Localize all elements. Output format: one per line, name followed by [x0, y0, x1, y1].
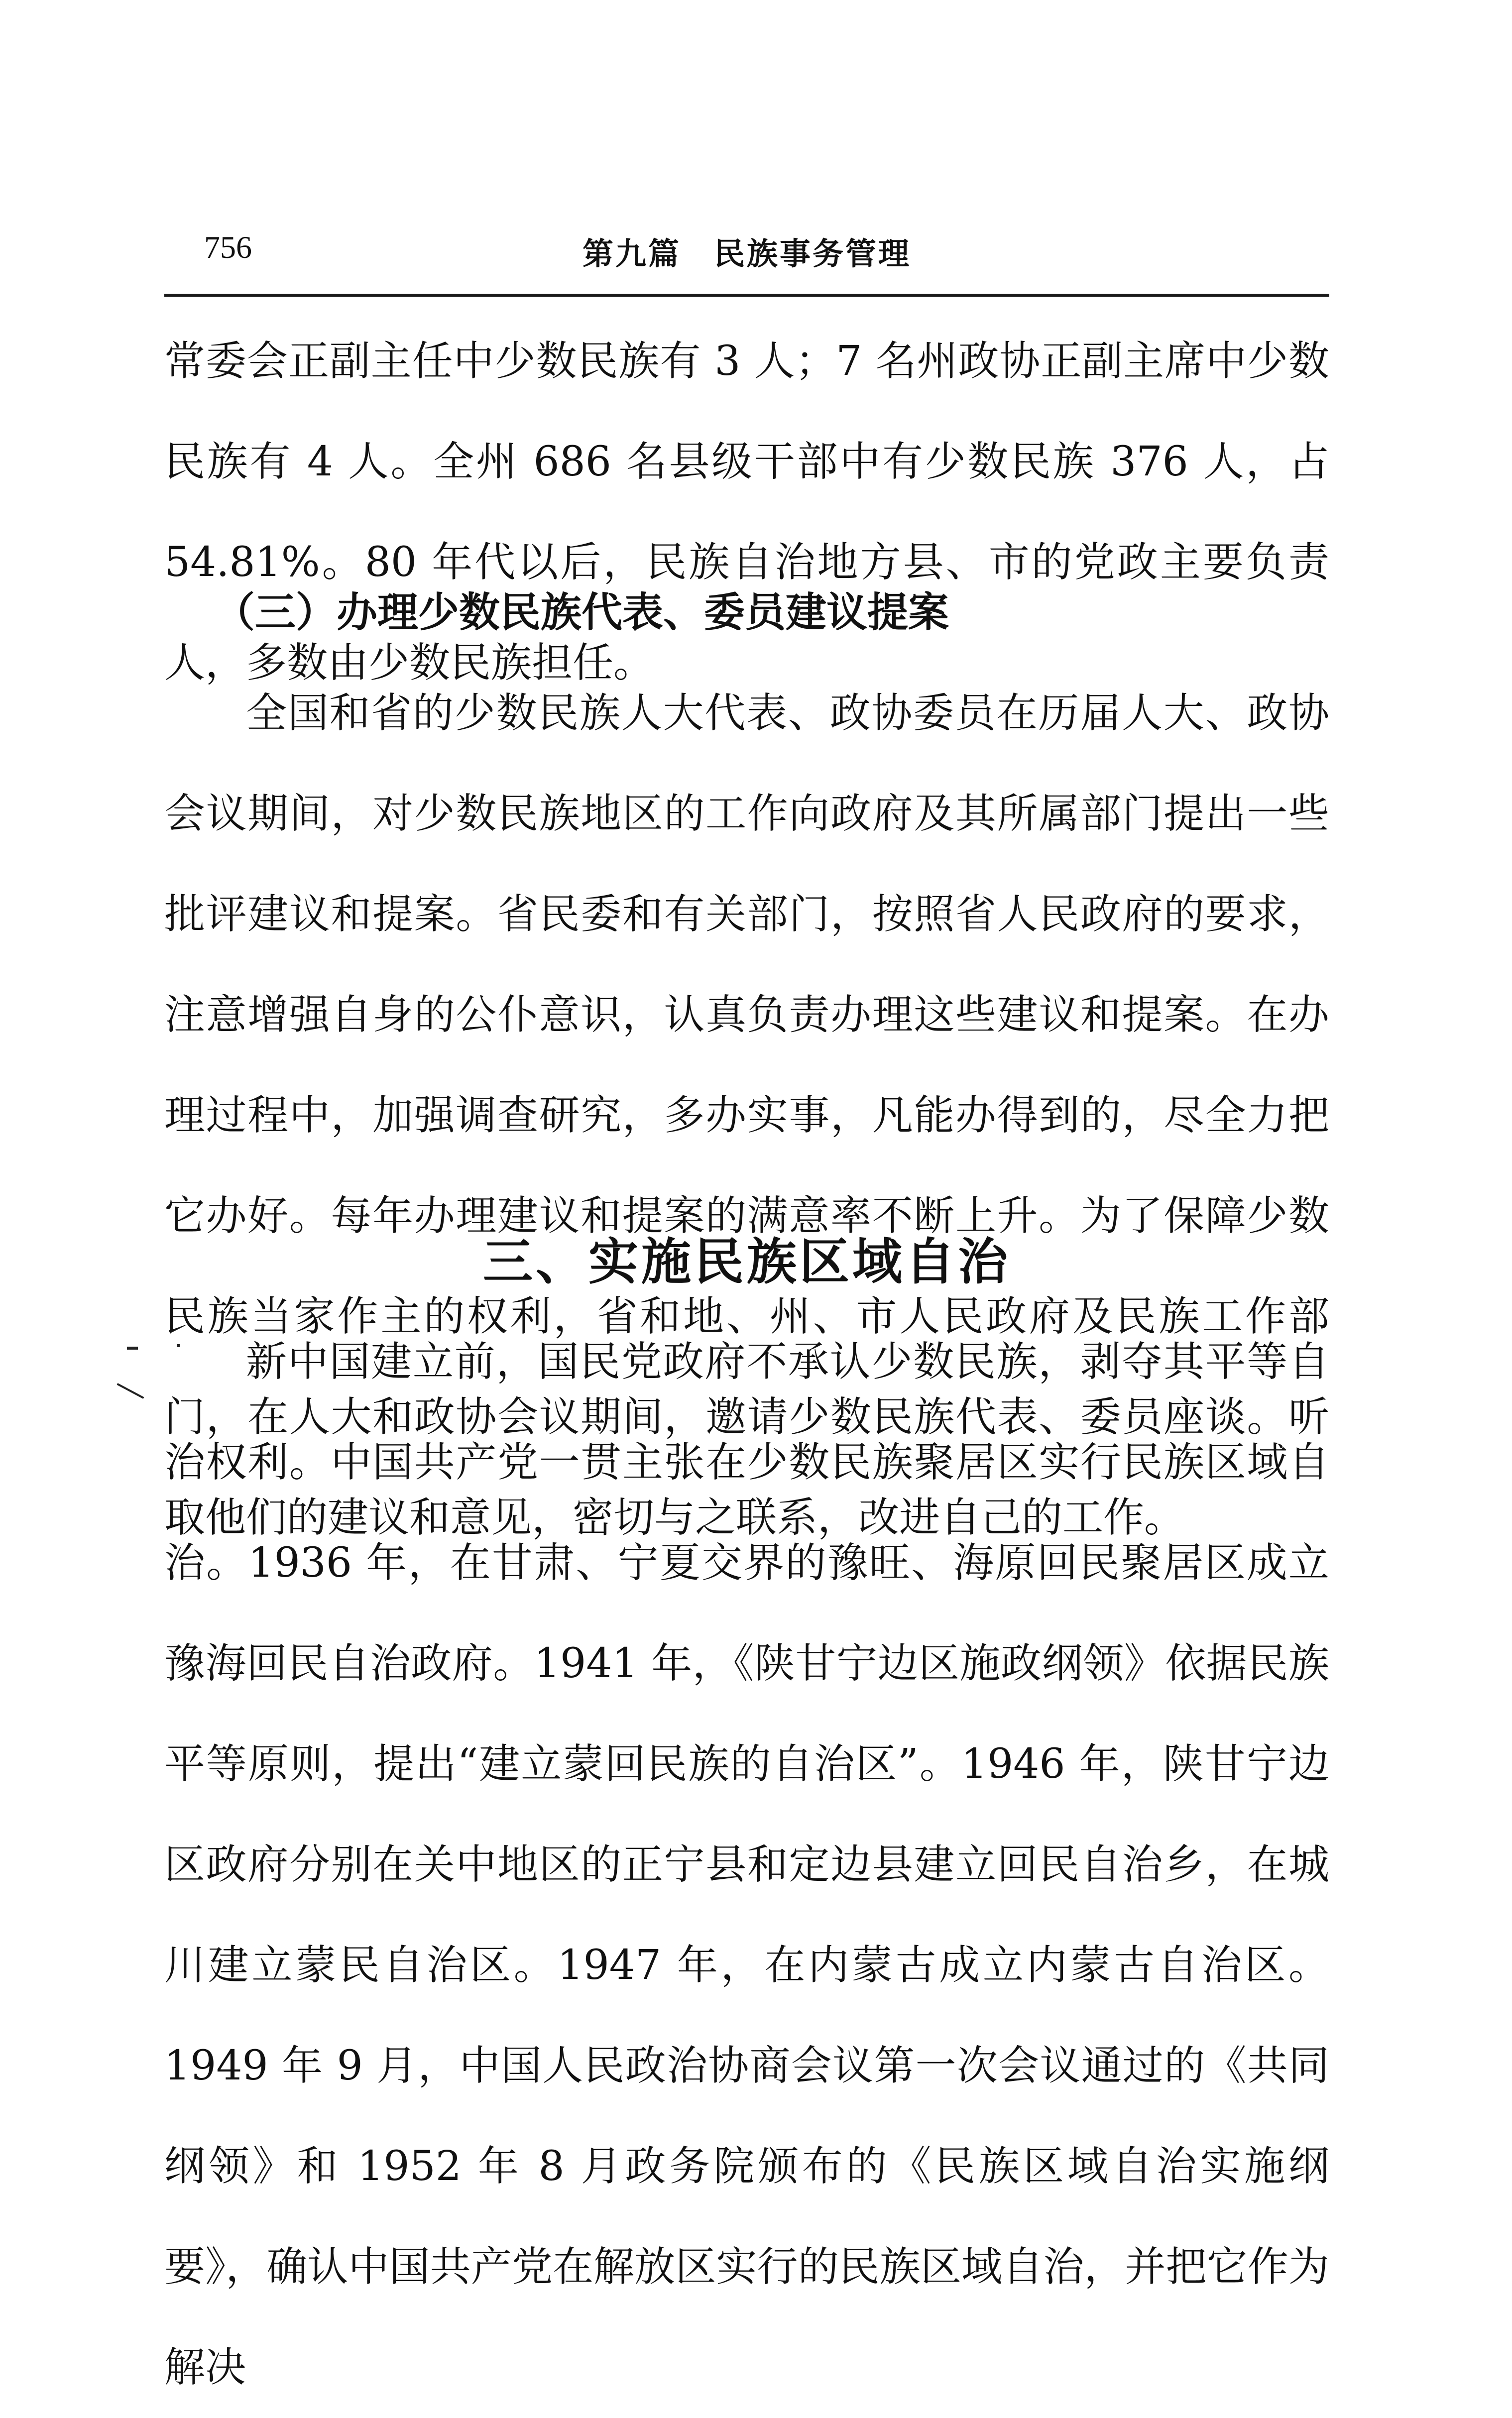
section-heading: 三、实施民族区域自治: [483, 1233, 1011, 1291]
paragraph-3: 新中国建立前，国民党政府不承认少数民族，剥夺其平等自治权利。中国共产党一贯主张在少数民族聚居区实行民族区域自治。1936 年，在甘肃、宁夏交界的豫旺、海原回民聚居区成立豫海回民自治政府。1941 年，《陕甘宁边区施政纲领》依据民族平等原则，提出“建立蒙回民族的自治区”。1946 年，陕甘宁边区政府分别在关中地区的正宁县和定边县建立回民自治乡，在城川建立蒙民自治区。1947 年，在内蒙古成立内蒙古自治区。1949 年 9 月，中国人民政治协商会议第一次会议通过的《共同纲领》和 1952 年 8 月政务院颁布的《民族区域自治实施纲要》，确认中国共产党在解放区实行的民族区域自治，并把它作为解决: [164, 1338, 1329, 2391]
subsection-heading: （三）办理少数民族代表、委员建议提案: [214, 589, 949, 636]
paragraph-2: 全国和省的少数民族人大代表、政协委员在历届人大、政协会议期间，对少数民族地区的工作向政府及其所属部门提出一些批评建议和提案。省民委和有关部门，按照省人民政府的要求，注意增强自身的公仆意识，认真负责办理这些建议和提案。在办理过程中，加强调查研究，多办实事，凡能办得到的，尽全力把它办好。每年办理建议和提案的满意率不断上升。为了保障少数民族当家作主的权利，省和地、州、市人民政府及民族工作部门，在人大和政协会议期间，邀请少数民族代表、委员座谈。听取他们的建议和意见，密切与之联系，改进自己的工作。: [164, 690, 1329, 1541]
paragraph-1: 常委会正副主任中少数民族有 3 人；7 名州政协正副主席中少数民族有 4 人。全州 686 名县级干部中有少数民族 376 人，占 54.81%。80 年代以后，民族自治地方县、市的党政主要负责人，多数由少数民族担任。: [164, 338, 1329, 687]
page-number: 756: [204, 230, 252, 265]
running-title: 第九篇 民族事务管理: [582, 235, 911, 272]
scan-mark: [117, 1383, 144, 1399]
scan-mark: [127, 1347, 138, 1350]
scan-mark: [177, 1344, 180, 1347]
page-header: [164, 219, 1329, 297]
